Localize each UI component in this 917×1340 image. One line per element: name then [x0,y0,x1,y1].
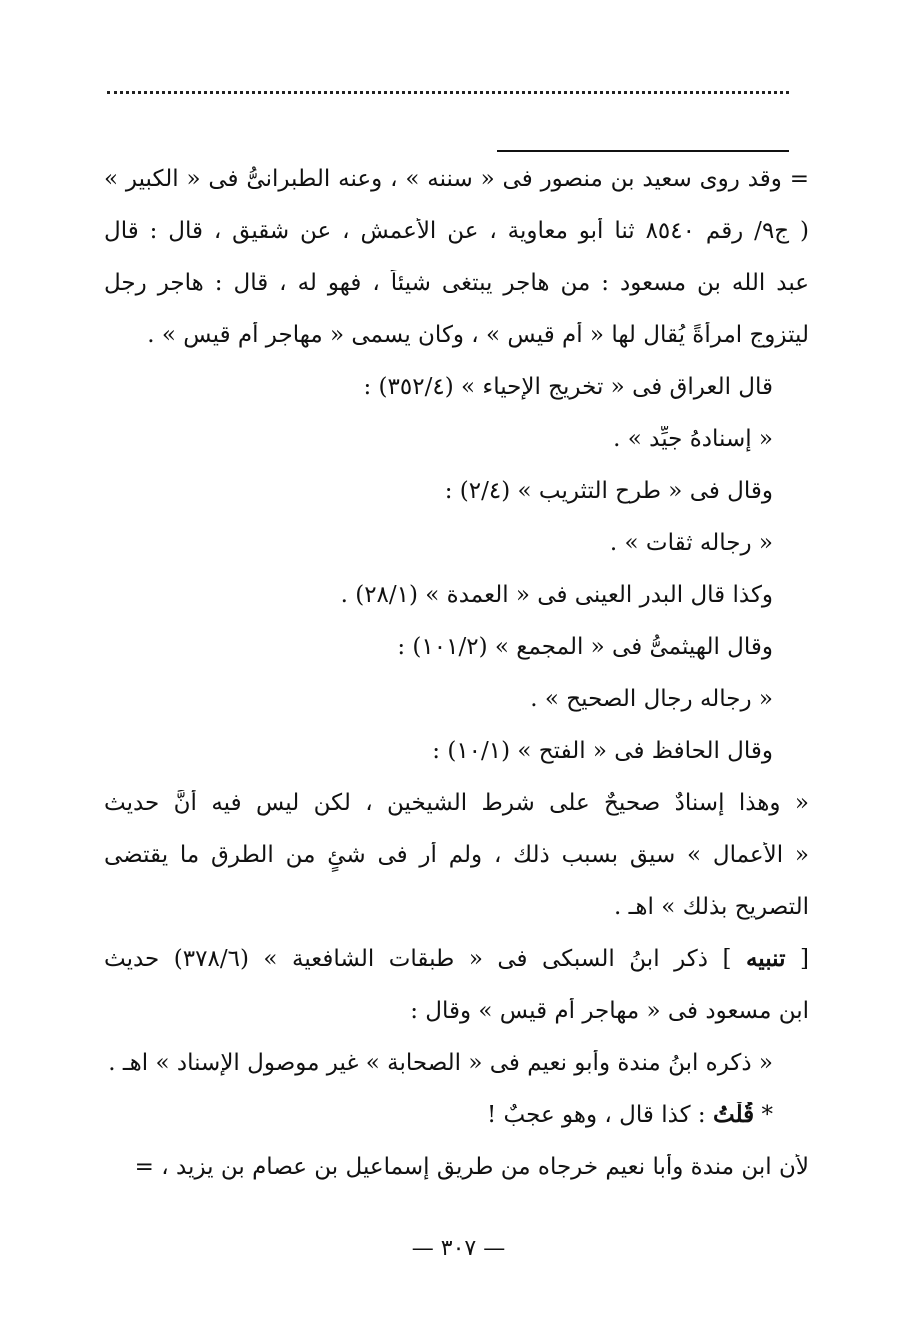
quote-line: « وهذا إسنادٌ صحيحٌ على شرط الشيخين ، لكن ليس فيه أنَّ حديث [104,790,809,816]
text-line: قال العراق فى « تخريج الإحياء » (٣٥٢/٤) : [363,374,773,400]
qult-line [104,1102,809,1154]
notice-quote: « ذكره ابنُ مندة وأبو نعيم فى « الصحابة » غير موصول الإسناد » اهـ . [108,1050,773,1076]
text-line: ليتزوج امرأةً يُقال لها « أم قيس » ، وكان يسمى « مهاجر أم قيس » . [147,322,809,348]
text-line: « إسنادهُ جيِّد » . [613,426,773,452]
text-line: لأن ابن مندة وأبا نعيم خرجاه من طريق إسماعيل بن عصام بن يزيد ، = [134,1154,809,1180]
notice-label: تنبيه [745,946,786,972]
notice-line: ابن مسعود فى « مهاجر أم قيس » وقال : [410,998,809,1024]
footnote-separator [497,150,789,152]
dotted-separator [107,91,789,94]
footnote-body [104,166,809,1206]
text-line: = وقد روى سعيد بن منصور فى « سننه » ، وعنه الطبرانىُّ فى « الكبير » [104,166,809,192]
qult-label: قُلْتُ [712,1102,755,1128]
notice-line: [ تنبيه ] ذكر ابنُ السبكى فى « طبقات الشافعية » (٣٧٨/٦) حديث [104,946,809,972]
text-line: وقال الحافظ فى « الفتح » (١٠/١) : [432,738,773,764]
qult-text: : كذا قال ، وهو عجبٌ ! [486,1102,706,1128]
text-line: وقال فى « طرح التثريب » (٢/٤) : [444,478,773,504]
quote-line: « الأعمال » سيق بسبب ذلك ، ولم أر فى شئٍ من الطرق ما يقتضى [104,842,809,868]
page-number: — ٣٠٧ — [411,1236,506,1261]
quote-line: التصريح بذلك » اهـ . [614,894,809,920]
text-line: وقال الهيثمىُّ فى « المجمع » (١٠١/٢) : [397,634,773,660]
text-line: « رجاله رجال الصحيح » . [530,686,773,712]
text-line: ( ج٩/ رقم ٨٥٤٠ ثنا أبو معاوية ، عن الأعمش ، عن شقيق ، قال : قال [104,218,809,244]
notice-text: ذكر ابنُ السبكى فى « طبقات الشافعية » (٣٧٨/٦) حديث [104,946,708,972]
star-mark: * [761,1102,773,1128]
text-line: « رجاله ثقات » . [609,530,773,556]
text-line: وكذا قال البدر العينى فى « العمدة » (٢٨/١) . [340,582,773,608]
text-line: عبد الله بن مسعود : من هاجر يبتغى شيئاً ، فهو له ، قال : هاجر رجل [104,270,809,296]
